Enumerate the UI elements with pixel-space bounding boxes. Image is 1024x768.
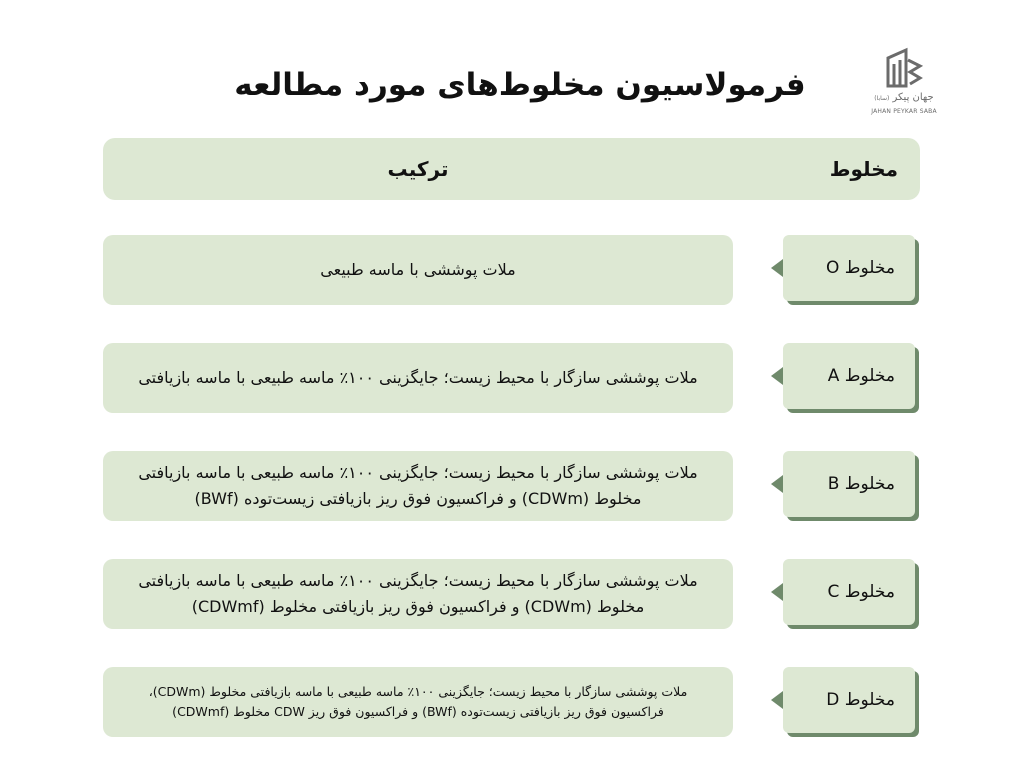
logo-text-fa: جهان پیکر (سابا) xyxy=(874,92,934,103)
composition-box-b xyxy=(103,451,733,521)
mix-label: مخلوط D xyxy=(826,690,895,710)
mix-tag-c xyxy=(783,559,915,625)
mix-label: مخلوط O xyxy=(825,258,895,278)
composition-box-c xyxy=(103,559,733,629)
composition-text: ملات پوششی با ماسه طبیعی xyxy=(320,260,516,279)
mix-label: مخلوط C xyxy=(827,582,895,602)
composition-text: ملات پوششی سازگار با محیط زیست؛ جایگزینی ۱۰۰٪ ماسه طبیعی با ماسه بازیافتی مخلوط (CDWm) و فراکسیون فوق ریز بازیافتی زیست‌توده (BWf) xyxy=(138,463,698,508)
mix-label: مخلوط B xyxy=(827,474,895,494)
header-composition: ترکیب xyxy=(387,157,449,181)
header-mix: مخلوط xyxy=(829,157,898,181)
mix-tag-o xyxy=(783,235,915,301)
mix-tag-b xyxy=(783,451,915,517)
composition-text: ملات پوششی سازگار با محیط زیست؛ جایگزینی ۱۰۰٪ ماسه طبیعی با ماسه بازیافتی xyxy=(138,368,698,387)
page-title: فرمولاسیون مخلوط‌های مورد مطالعه xyxy=(234,67,806,103)
mix-tag-d xyxy=(783,667,915,733)
mix-tag-a xyxy=(783,343,915,409)
composition-box-d xyxy=(103,667,733,737)
composition-box-o xyxy=(103,235,733,305)
company-logo xyxy=(864,46,944,122)
composition-text: ملات پوششی سازگار با محیط زیست؛ جایگزینی ۱۰۰٪ ماسه طبیعی با ماسه بازیافتی مخلوط (CDWm) و فراکسیون فوق ریز بازیافتی مخلوط (CDWmf) xyxy=(138,571,698,616)
mix-label: مخلوط A xyxy=(827,366,895,386)
table-header xyxy=(103,138,920,200)
composition-text: ملات پوششی سازگار با محیط زیست؛ جایگزینی ۱۰۰٪ ماسه طبیعی با ماسه بازیافتی مخلوط (CDWm)، فراکسیون فوق ریز بازیافتی زیست‌توده (BWf) و فراکسیون فوق ریز CDW مخلوط (CDWmf) xyxy=(148,684,688,719)
composition-box-a xyxy=(103,343,733,413)
logo-text-en: JAHAN PEYKAR SABA xyxy=(871,108,937,115)
logo-mark-icon xyxy=(884,46,924,90)
